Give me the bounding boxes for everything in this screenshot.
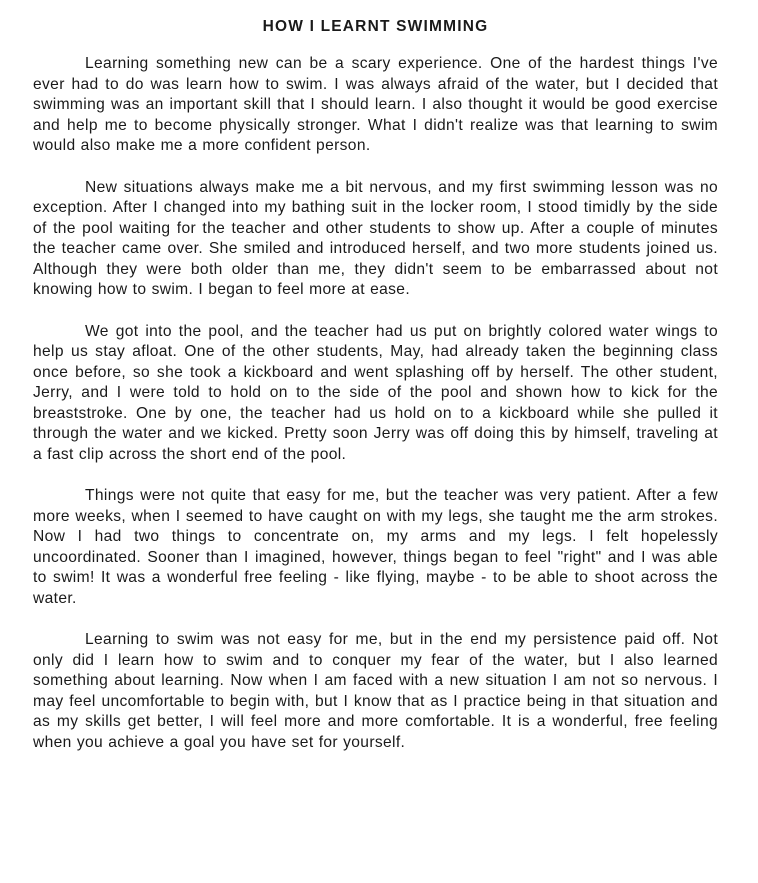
document-title: HOW I LEARNT SWIMMING — [262, 18, 489, 35]
paragraph-4: Things were not quite that easy for me, but the teacher was very patient. After a few more weeks, when I seemed to have caught on with my legs, she taught me the arm strokes. Now I had two things to concentrate on, my arms and my legs. I felt hopelessly uncoordinated. Sooner than I imagined, however, things began to feel "right" and I was able to swim! It was a wonderful free feeling - like flying, maybe - to be able to shoot across the water. — [33, 487, 718, 607]
paragraph-5: Learning to swim was not easy for me, but in the end my persistence paid off. Not only did I learn how to swim and to conquer my fear of the water, but I also learned something about learning. Now when I am faced with a new situation I am not so nervous. I may feel uncomfortable to begin with, but I know that as I practice being in that situation and as my skills get better, I will feel more and more comfortable. It is a wonderful, free feeling when you achieve a goal you have set for yourself. — [33, 631, 718, 751]
paragraph-2: New situations always make me a bit nervous, and my first swimming lesson was no exception. After I changed into my bathing suit in the locker room, I stood timidly by the side of the pool waiting for the teacher and other students to show up. After a couple of minutes the teacher came over. She smiled and introduced herself, and two more students joined us. Although they were both older than me, they didn't seem to be embarrassed about not knowing how to swim. I began to feel more at ease. — [33, 178, 718, 298]
paragraph-3: We got into the pool, and the teacher had us put on brightly colored water wings to help us stay afloat. One of the other students, May, had already taken the beginning class once before, so she took a kickboard and went splashing off by herself. The other student, Jerry, and I were told to hold on to the side of the pool and shown how to kick for the breaststroke. One by one, the teacher had us hold on to a kickboard while she pulled it through the water and we kicked. Pretty soon Jerry was off doing this by himself, traveling at a fast clip across the short end of the pool. — [33, 322, 718, 463]
paragraph-1: Learning something new can be a scary experience. One of the hardest things I've ever had to do was learn how to swim. I was always afraid of the water, but I decided that swimming was an important skill that I should learn. I also thought it would be good exercise and help me to become physically stronger. What I didn't realize was that learning to swim would also make me a more confident person. — [33, 55, 718, 154]
